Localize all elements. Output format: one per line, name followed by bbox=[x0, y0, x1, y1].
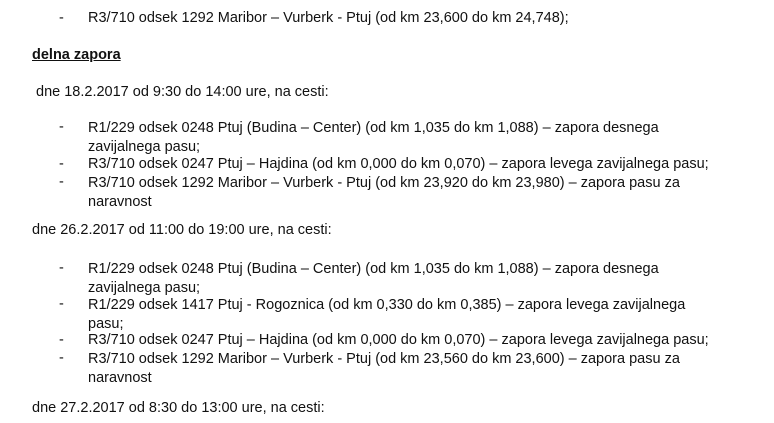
list-item-line: pasu; bbox=[88, 316, 124, 332]
list-item bbox=[88, 296, 748, 334]
list-item-line: R3/710 odsek 1292 Maribor – Vurberk - Ptuj (od km 23,920 do km 23,980) – zapora pasu za bbox=[88, 175, 680, 191]
list-item-line: zavijalnega pasu; bbox=[88, 139, 201, 155]
date-line: dne 27.2.2017 od 8:30 do 13:00 ure, na cesti: bbox=[32, 400, 325, 416]
list-item-text: R3/710 odsek 0247 Ptuj – Hajdina (od km 0,000 do km 0,070) – zapora levega zavijalnega pasu; bbox=[88, 332, 709, 348]
list-item-text: R3/710 odsek 0247 Ptuj – Hajdina (od km 0,000 do km 0,070) – zapora levega zavijalnega pasu; bbox=[88, 156, 709, 172]
list-item-line: R1/229 odsek 0248 Ptuj (Budina – Center) (od km 1,035 do km 1,088) – zapora desnega bbox=[88, 261, 659, 277]
list-item-text: R3/710 odsek 1292 Maribor – Vurberk - Ptuj (od km 23,600 do km 24,748); bbox=[88, 10, 569, 26]
bullet-dash: - bbox=[59, 296, 64, 312]
bullet-dash: - bbox=[59, 10, 64, 26]
section-heading: delna zapora bbox=[32, 47, 121, 63]
list-item bbox=[88, 119, 748, 157]
list-item-line: zavijalnega pasu; bbox=[88, 280, 201, 296]
list-item-line: R3/710 odsek 1292 Maribor – Vurberk - Ptuj (od km 23,560 do km 23,600) – zapora pasu za bbox=[88, 351, 680, 367]
list-item-line: naravnost bbox=[88, 194, 152, 210]
date-line: dne 18.2.2017 od 9:30 do 14:00 ure, na cesti: bbox=[36, 84, 329, 100]
bullet-dash: - bbox=[59, 260, 64, 276]
bullet-dash: - bbox=[59, 332, 64, 348]
bullet-dash: - bbox=[59, 156, 64, 172]
list-item bbox=[88, 174, 748, 212]
bullet-dash: - bbox=[59, 119, 64, 135]
bullet-dash: - bbox=[59, 350, 64, 366]
date-line: dne 26.2.2017 od 11:00 do 19:00 ure, na cesti: bbox=[32, 222, 332, 238]
list-item bbox=[88, 260, 748, 298]
list-item bbox=[88, 350, 748, 388]
list-item-line: R1/229 odsek 1417 Ptuj - Rogoznica (od km 0,330 do km 0,385) – zapora levega zavijalnega bbox=[88, 297, 686, 313]
list-item-line: naravnost bbox=[88, 370, 152, 386]
list-item-line: R1/229 odsek 0248 Ptuj (Budina – Center) (od km 1,035 do km 1,088) – zapora desnega bbox=[88, 120, 659, 136]
bullet-dash: - bbox=[59, 174, 64, 190]
